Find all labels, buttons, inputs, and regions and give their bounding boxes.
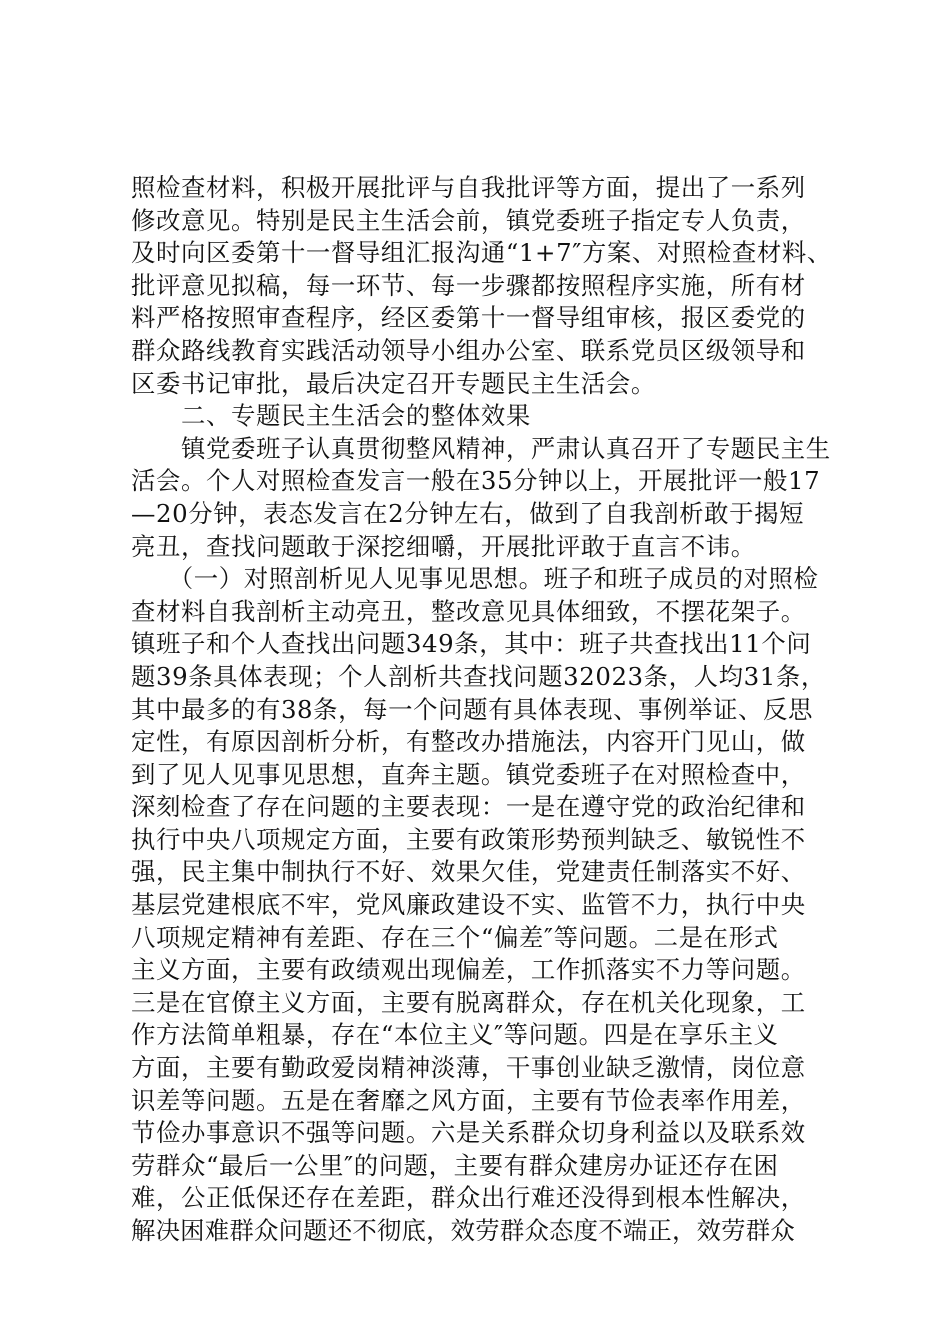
text-line: 料严格按照审查程序，经区委第十一督导组审核，报区委党的 xyxy=(131,303,806,333)
text-line: 难，公正低保还存在差距，群众出行难还没得到根本性解决， xyxy=(131,1183,806,1213)
text-line: 劳群众“最后一公里″的问题，主要有群众建房办证还存在困 xyxy=(131,1150,779,1180)
text-line: 镇党委班子认真贯彻整风精神，严肃认真召开了专题民主生 xyxy=(131,433,831,463)
text-line: 定性，有原因剖析分析，有整改办措施法，内容开门见山，做 xyxy=(131,727,806,757)
text-line: 三是在官僚主义方面，主要有脱离群众，存在机关化现象，工 xyxy=(131,987,806,1017)
text-line: 批评意见拟稿，每一环节、每一步骤都按照程序实施，所有材 xyxy=(131,270,806,300)
text-line: 镇班子和个人查找出问题349条，其中：班子共查找出11个问 xyxy=(131,629,812,659)
text-line: 照检查材料，积极开展批评与自我批评等方面，提出了一系列 xyxy=(131,173,806,202)
text-line: 亮丑，查找问题敢于深挖细嚼，开展批评敢于直言不讳。 xyxy=(131,531,756,561)
text-line: 及时向区委第十一督导组汇报沟通“1+7″方案、对照检查材料、 xyxy=(131,238,832,268)
text-line: 八项规定精神有差距、存在三个“偏差″等问题。二是在形式 xyxy=(131,922,779,952)
text-line: 主义方面，主要有政绩观出现偏差，工作抓落实不力等问题。 xyxy=(131,955,806,985)
text-line: 基层党建根底不牢，党风廉政建设不实、监管不力，执行中央 xyxy=(131,890,806,920)
text-line: 深刻检查了存在问题的主要表现：一是在遵守党的政治纪律和 xyxy=(131,792,806,822)
text-line: 解决困难群众问题还不彻底，效劳群众态度不端正，效劳群众 xyxy=(131,1216,795,1245)
text-line: 查材料自我剖析主动亮丑，整改意见具体细致，不摆花架子。 xyxy=(131,596,806,626)
section-heading: 二、专题民主生活会的整体效果 xyxy=(131,401,531,431)
text-line: 区委书记审批，最后决定召开专题民主生活会。 xyxy=(131,368,656,398)
text-line: 识差等问题。五是在奢靡之风方面，主要有节俭表率作用差， xyxy=(131,1085,806,1115)
text-line: 其中最多的有38条，每一个问题有具体表现、事例举证、反思 xyxy=(131,694,813,724)
text-line: 强，民主集中制执行不好、效果欠佳，党建责任制落实不好、 xyxy=(131,857,806,887)
text-line: 作方法简单粗暴，存在“本位主义″等问题。四是在享乐主义 xyxy=(131,1020,779,1050)
text-line: 节俭办事意识不强等问题。六是关系群众切身利益以及联系效 xyxy=(131,1118,806,1148)
text-line: 到了见人见事见思想，直奔主题。镇党委班子在对照检查中， xyxy=(131,759,806,789)
text-line: 题39条具体表现；个人剖析共查找问题32023条，人均31条， xyxy=(131,661,826,691)
text-line: 活会。个人对照检查发言一般在35分钟以上，开展批评一般17 xyxy=(131,466,821,496)
text-line: 方面，主要有勤政爱岗精神淡薄，干事创业缺乏激情，岗位意 xyxy=(131,1053,806,1083)
document-body-text xyxy=(131,172,831,1248)
subsection-heading-line: （一）对照剖析见人见事见思想。班子和班子成员的对照检 xyxy=(131,564,819,594)
text-line: 群众路线教育实践活动领导小组办公室、联系党员区级领导和 xyxy=(131,335,806,365)
text-line: —20分钟，表态发言在2分钟左右，做到了自我剖析敢于揭短 xyxy=(131,498,805,528)
text-line: 修改意见。特别是民主生活会前，镇党委班子指定专人负责， xyxy=(131,205,806,235)
text-line: 执行中央八项规定方面，主要有政策形势预判缺乏、敏锐性不 xyxy=(131,824,806,854)
